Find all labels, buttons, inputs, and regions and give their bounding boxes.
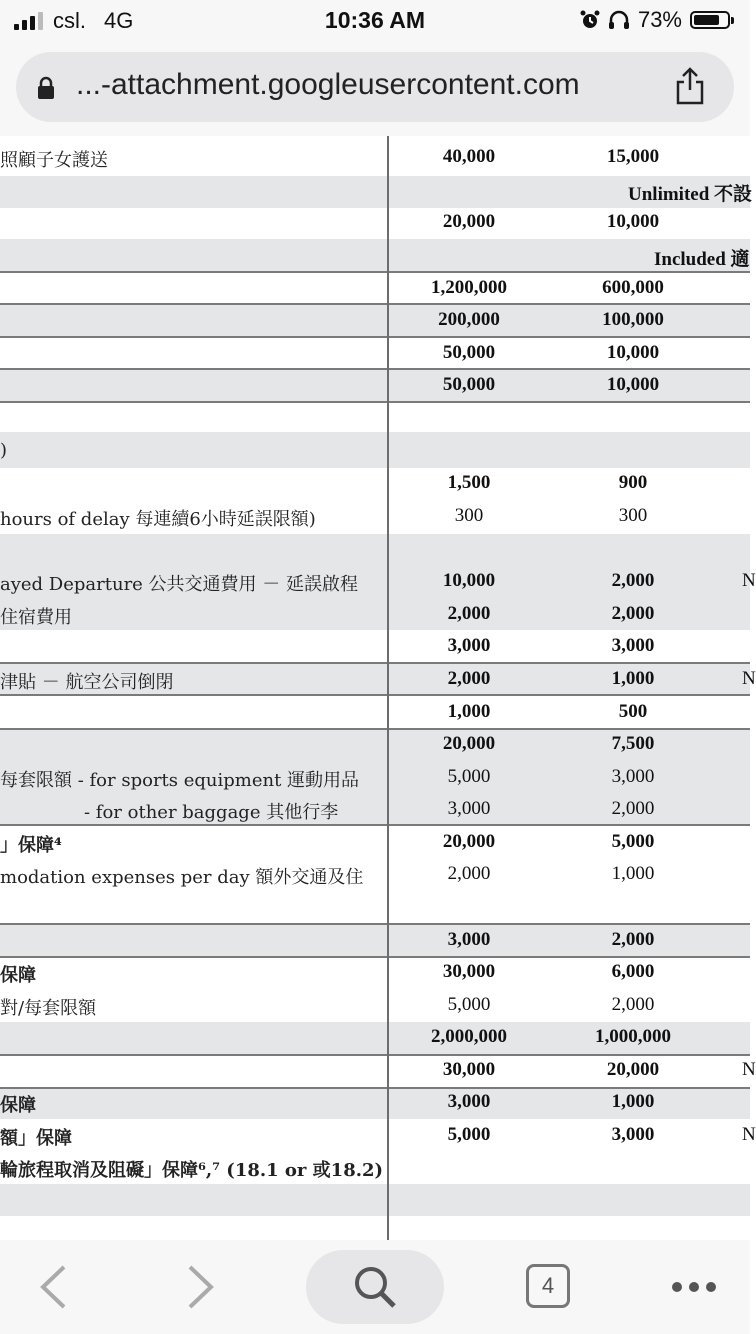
cell-col2: 2,000 [611, 929, 655, 950]
alarm-icon [580, 10, 600, 30]
url-text[interactable]: ...-attachment.googleusercontent.com [76, 68, 580, 101]
cell-col1: 2,000 [447, 863, 491, 884]
lock-icon [36, 76, 56, 100]
cell-col2: 2,000 [611, 570, 655, 591]
cell-col2: 600,000 [602, 277, 664, 298]
forward-icon[interactable] [186, 1264, 216, 1310]
shade-band [0, 239, 750, 271]
cell-col1: 50,000 [442, 342, 496, 363]
rule [0, 336, 750, 338]
cell-col1: 5,000 [447, 994, 491, 1015]
cell-col2: 1,000 [611, 1091, 655, 1112]
cell-col1: 20,000 [442, 733, 496, 754]
cell-col2: 2,000 [611, 994, 655, 1015]
row-label: ) [0, 440, 8, 461]
address-bar[interactable] [16, 52, 734, 122]
row-label: 對/每套限額 [0, 998, 97, 1019]
row-label: 輪旅程取消及阻礙」保障⁶,⁷ (18.1 or 或18.2) [0, 1160, 384, 1181]
cell-col2: 2,000 [611, 603, 655, 624]
browser-address-area [0, 42, 750, 136]
tabs-icon[interactable]: 4 [526, 1264, 570, 1308]
rule [0, 824, 750, 826]
cell-col1: 2,000 [447, 668, 491, 689]
search-icon [352, 1264, 398, 1310]
row-label: 」保障⁴ [0, 835, 62, 856]
cell-col2: 1,000 [611, 863, 655, 884]
rule [0, 923, 750, 925]
row-label: 住宿費用 [0, 607, 72, 628]
status-bar [0, 0, 750, 42]
cell-col2: 300 [618, 505, 648, 526]
cell-col2: 5,000 [611, 831, 655, 852]
cell-col1: 30,000 [442, 1059, 496, 1080]
cell-col2: 10,000 [606, 211, 660, 232]
cell-col1: 5,000 [447, 1124, 491, 1145]
more-icon[interactable] [672, 1282, 716, 1292]
column-divider [387, 136, 389, 1240]
cell-col1: 10,000 [442, 570, 496, 591]
row-label: 額」保障 [0, 1128, 72, 1149]
cell-col2: 15,000 [606, 146, 660, 167]
cell-col1: 200,000 [438, 309, 500, 330]
cell-col1: 3,000 [447, 635, 491, 656]
cell-col2: 2,000 [611, 798, 655, 819]
rule [0, 728, 750, 730]
row-label: 每套限額 - for sports equipment 運動用品 [0, 770, 360, 791]
cell-col2: 100,000 [602, 309, 664, 330]
cell-col1: 20,000 [442, 211, 496, 232]
row-label: hours of delay 每連續6小時延誤限額) [0, 509, 316, 530]
row-label: ayed Departure 公共交通費用 － 延誤啟程 [0, 574, 358, 595]
headphones-icon [608, 10, 630, 30]
cell-col2: 10,000 [606, 374, 660, 395]
shade-band [0, 1184, 750, 1216]
carrier-label: csl. [53, 8, 86, 33]
cell-edge: N [742, 570, 756, 591]
cell-col2: 3,000 [611, 1124, 655, 1145]
row-label: 津貼 － 航空公司倒閉 [0, 672, 174, 693]
document-viewport[interactable] [0, 136, 756, 1240]
cell-col1: 1,500 [447, 472, 491, 493]
cell-col2: 3,000 [611, 766, 655, 787]
cell-col2: 1,000 [611, 668, 655, 689]
cell-edge: N [742, 1059, 756, 1080]
status-right [580, 7, 730, 33]
cell-col1: 3,000 [447, 929, 491, 950]
cell-col1: 3,000 [447, 1091, 491, 1112]
clock: 10:36 AM [324, 7, 426, 33]
rule [0, 368, 750, 370]
row-label: 保障 [0, 1095, 36, 1116]
browser-toolbar [0, 1240, 750, 1334]
battery-icon [690, 11, 730, 29]
cell-col1: 3,000 [447, 798, 491, 819]
rule [0, 401, 750, 403]
cell-col1: 1,200,000 [431, 277, 507, 298]
rule [0, 956, 750, 958]
cell-col2: 7,500 [611, 733, 655, 754]
cell-col2: 10,000 [606, 342, 660, 363]
row-label: 照顧子女護送 [0, 150, 108, 171]
cell-col2: 500 [618, 701, 648, 722]
cell-col1: 20,000 [442, 831, 496, 852]
row-label: - for other baggage 其他行李 [84, 802, 339, 823]
cell-col1: 5,000 [447, 766, 491, 787]
network-label: 4G [104, 8, 134, 33]
rule [0, 694, 750, 696]
cell-col2: 1,000,000 [595, 1026, 671, 1047]
cell-col1: 30,000 [442, 961, 496, 982]
cell-col2: 20,000 [606, 1059, 660, 1080]
rule [0, 271, 750, 273]
cell-edge: N [742, 1124, 756, 1145]
cell-col1: 300 [454, 505, 484, 526]
cell-col1: 2,000 [447, 603, 491, 624]
rule [0, 1087, 750, 1089]
battery-percent: 73% [637, 7, 682, 32]
rule [0, 662, 750, 664]
row-label: 保障 [0, 965, 36, 986]
search-button[interactable] [306, 1250, 444, 1324]
cell-col2: 6,000 [611, 961, 655, 982]
cell-wide: Unlimited 不設 [628, 184, 753, 205]
cell-wide: Included 適 [654, 249, 750, 270]
cell-col2: 3,000 [611, 635, 655, 656]
row-label: modation expenses per day 額外交通及住 [0, 867, 364, 888]
rule [0, 1054, 750, 1056]
cell-col2: 900 [618, 472, 648, 493]
rule [0, 303, 750, 305]
cell-col1: 1,000 [447, 701, 491, 722]
cell-col1: 40,000 [442, 146, 496, 167]
cell-col1: 50,000 [442, 374, 496, 395]
share-icon[interactable] [672, 66, 708, 106]
cell-col1: 2,000,000 [431, 1026, 507, 1047]
cell-edge: N [742, 668, 756, 689]
back-icon[interactable] [38, 1264, 68, 1310]
